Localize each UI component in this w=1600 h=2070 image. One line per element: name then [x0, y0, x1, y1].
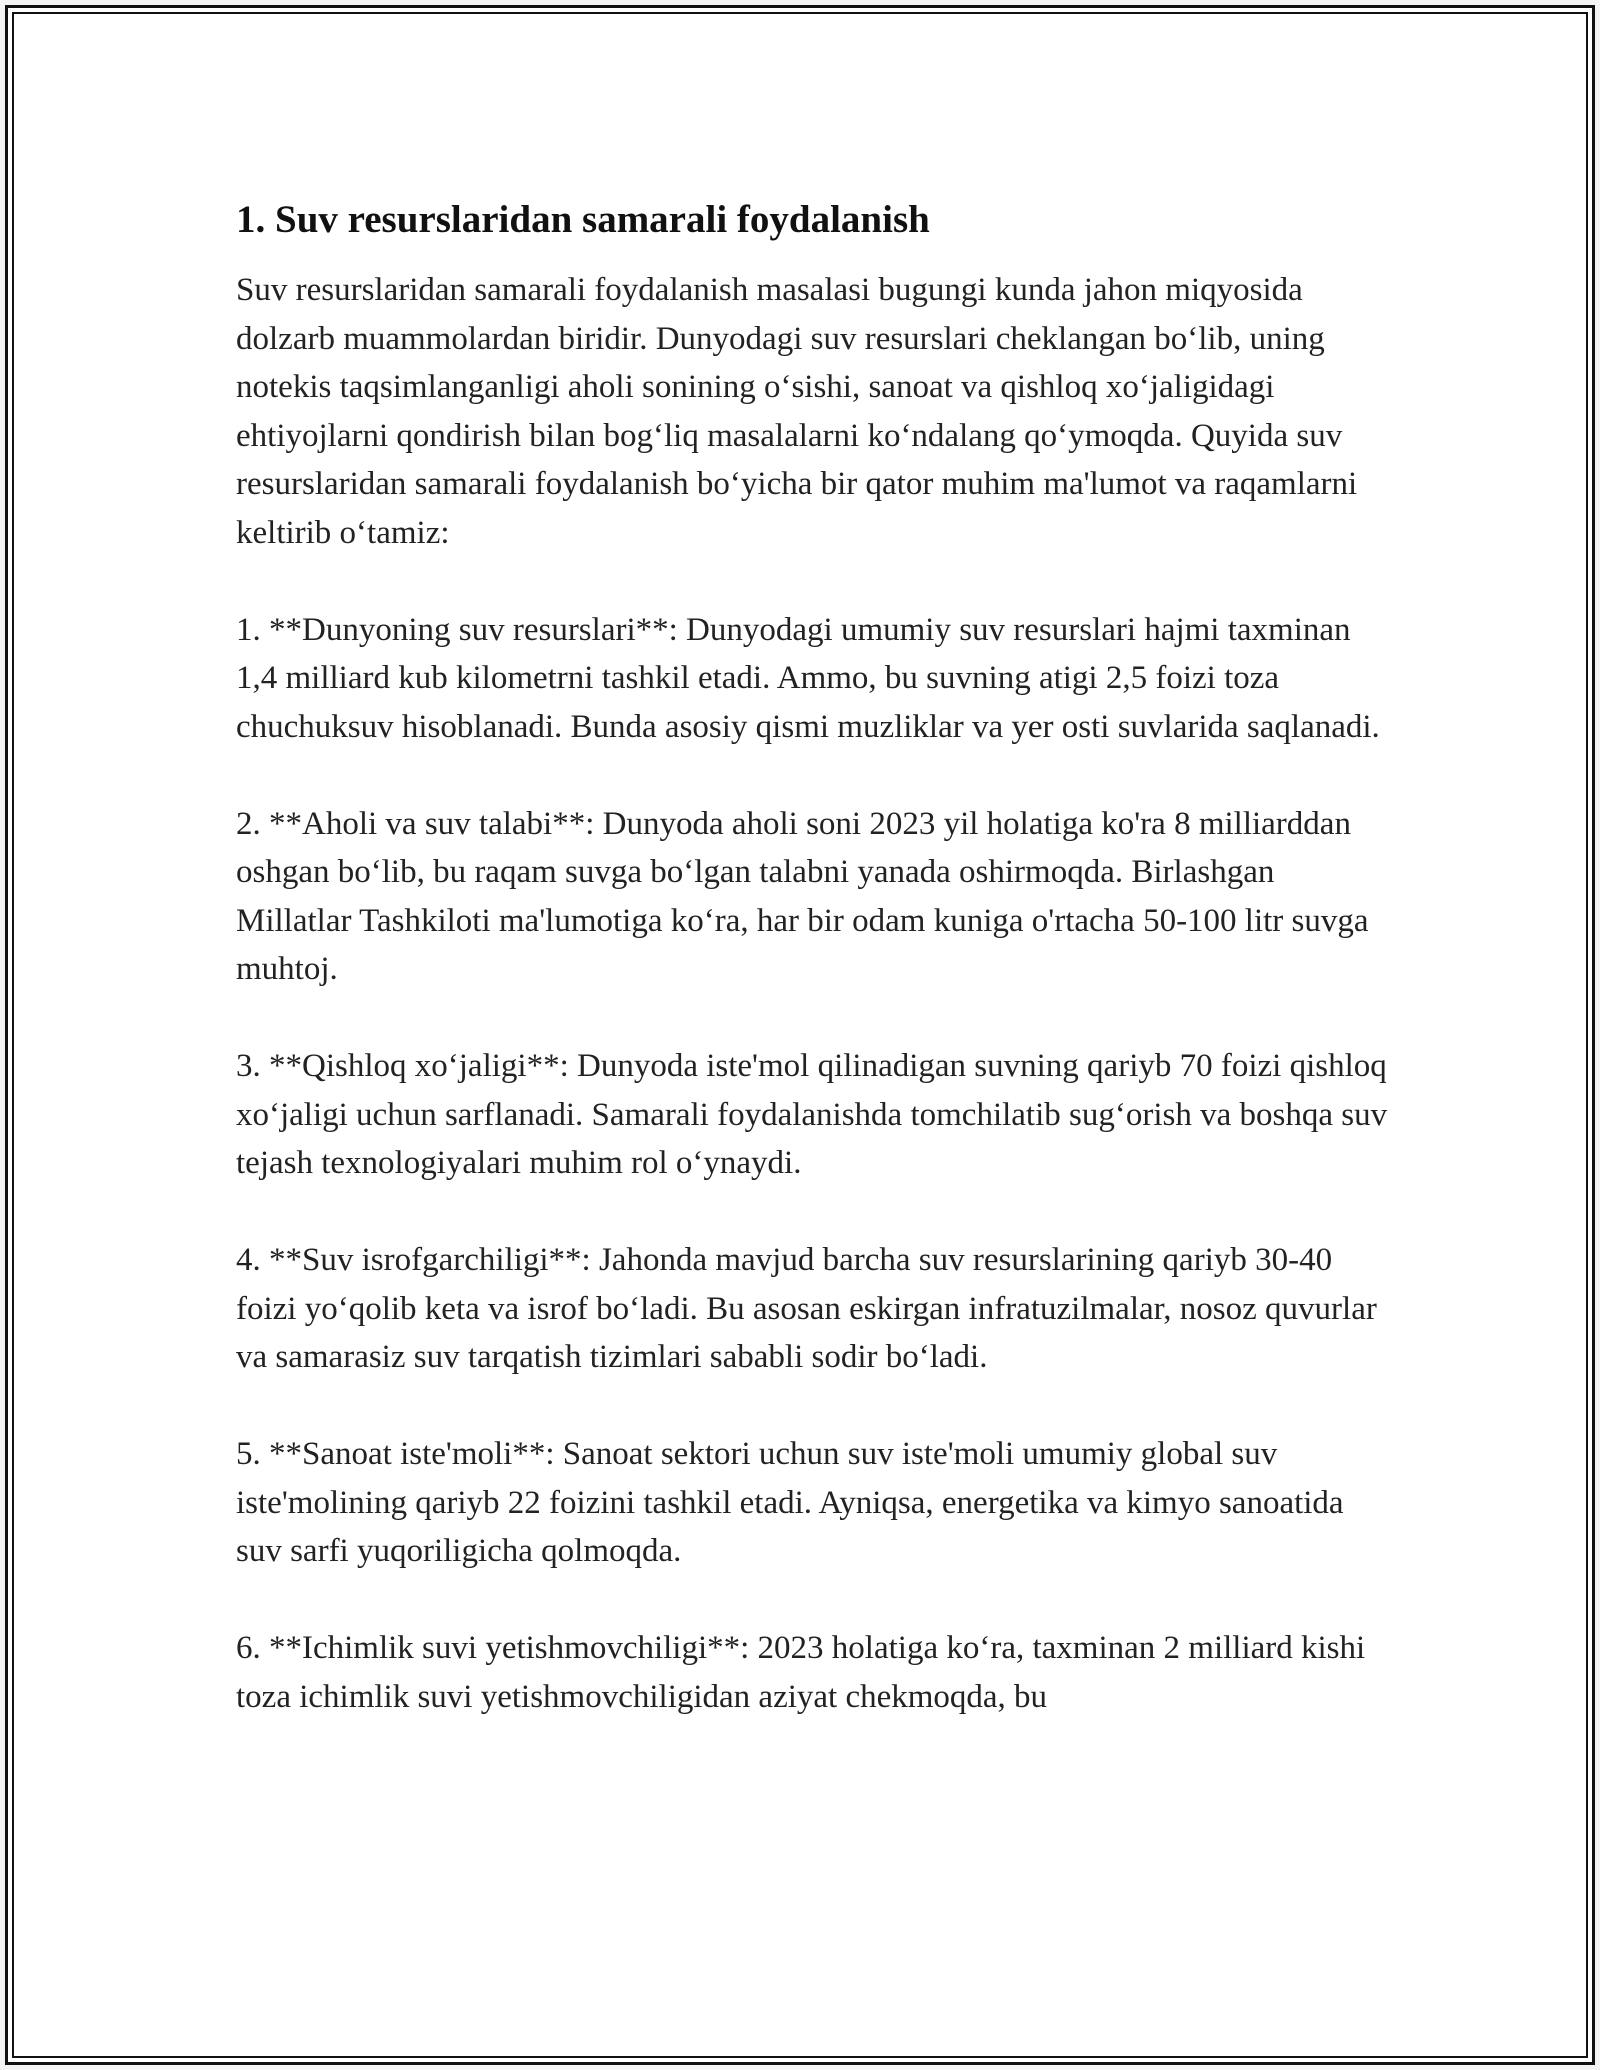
list-item-agriculture: 3. **Qishloq xo‘jaligi**: Dunyoda iste'mol qilinadigan suvning qariyb 70 foizi qishloq xo‘jaligi uchun sarflanadi. Samarali foydalanishda tomchilatib sug‘orish va boshqa suv tejash texnologiyalari muhim rol o‘ynaydi. — [236, 1048, 1388, 1181]
list-item-water-waste: 4. **Suv isrofgarchiligi**: Jahonda mavjud barcha suv resurslarining qariyb 30-40 foizi yo‘qolib keta va isrof bo‘ladi. Bu asosan eskirgan infratuzilmalar, nosoz quvurlar va samarasiz suv tarqatish tizimlari sababli sodir bo‘ladi. — [236, 1242, 1377, 1375]
list-item-world-water-resources: 1. **Dunyoning suv resurslari**: Dunyodagi umumiy suv resurslari hajmi taxminan 1,4 milliard kub kilometrni tashkil etadi. Ammo, bu suvning atigi 2,5 foizi toza chuchuksuv hisoblanadi. Bunda asosiy qismi muzliklar va yer osti suvlarida saqlanadi. — [236, 611, 1380, 745]
list-item-industrial-consumption: 5. **Sanoat iste'moli**: Sanoat sektori uchun suv iste'moli umumiy global suv iste'molining qariyb 22 foizini tashkil etadi. Ayniqsa, energetika va kimyo sanoatida suv sarfi yuqoriligicha qolmoqda. — [236, 1436, 1344, 1569]
page-frame — [5, 5, 1595, 2065]
list-item-population-water-demand: 2. **Aholi va suv talabi**: Dunyoda aholi soni 2023 yil holatiga ko'ra 8 milliarddan oshgan bo‘lib, bu raqam suvga bo‘lgan talabni yanada oshirmoqda. Birlashgan Millatlar Tashkiloti ma'lumotiga ko‘ra, har bir odam kuniga o'rtacha 50-100 litr suvga muhtoj. — [236, 805, 1369, 987]
intro-paragraph: Suv resurslaridan samarali foydalanish masalasi bugungi kunda jahon miqyosida dolzarb muammolardan biridir. Dunyodagi suv resurslari cheklangan bo‘lib, uning notekis taqsimlanganligi aholi sonining o‘sishi, sanoat va qishloq xo‘jaligidagi ehtiyojlarni qondirish bilan bog‘liq masalalarni ko‘ndalang qo‘ymoqda. Quyida suv resurslaridan samarali foydalanish bo‘yicha bir qator muhim ma'lumot va raqamlarni keltirib o‘tamiz: — [236, 272, 1358, 551]
list-item-drinking-water-shortage: 6. **Ichimlik suvi yetishmovchiligi**: 2023 holatiga ko‘ra, taxminan 2 milliard kishi toza ichimlik suvi yetishmovchiligidan aziyat chekmoqda, bu — [236, 1630, 1366, 1715]
document-body — [236, 196, 1396, 1721]
section-title: 1. Suv resurslaridan samarali foydalanish — [236, 198, 930, 241]
